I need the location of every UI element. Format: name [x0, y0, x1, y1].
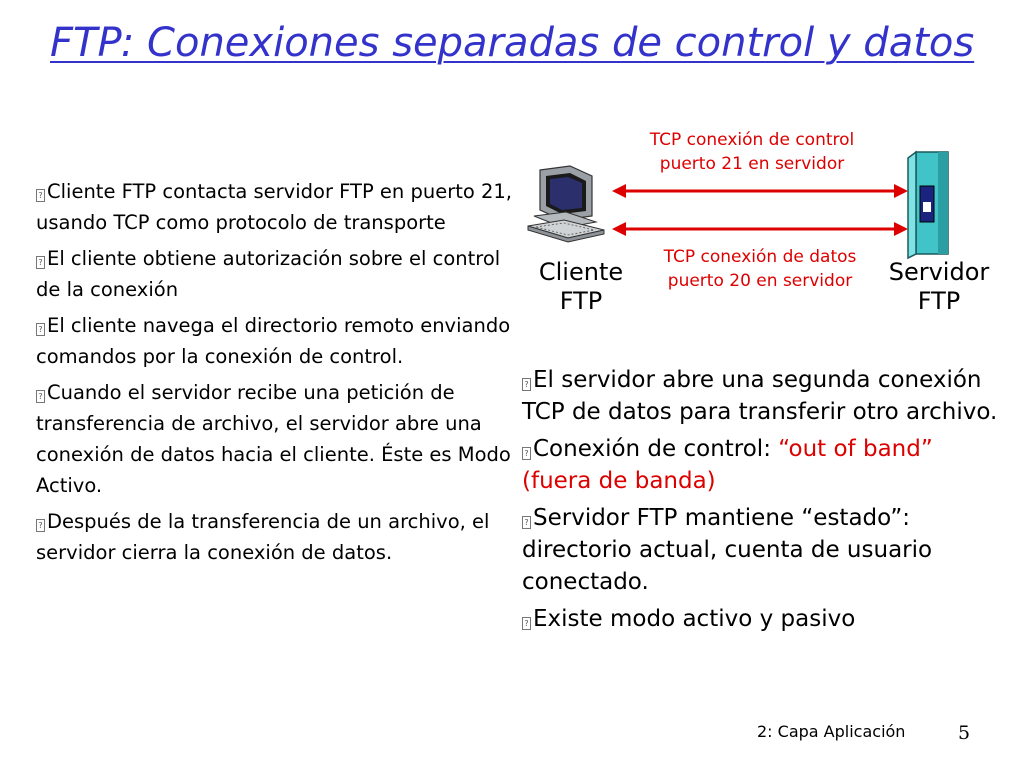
list-item: [36, 310, 516, 372]
list-item: [522, 433, 1002, 497]
bullet-icon: ?: [522, 516, 531, 529]
data-connection-label: [630, 245, 890, 293]
bullet-text-prefix: Conexión de control:: [533, 436, 779, 462]
bullet-text: El cliente obtiene autorización sobre el control de la conexión: [36, 247, 501, 301]
client-label-line1: Cliente: [538, 258, 624, 286]
bullet-icon: ?: [36, 323, 45, 336]
list-item: [522, 502, 1002, 598]
footer-chapter: 2: Capa Aplicación: [757, 722, 906, 741]
bullet-icon: ?: [36, 390, 45, 403]
list-item: [36, 377, 516, 501]
bullet-text: Servidor FTP mantiene “estado”: directorio actual, cuenta de usuario conectado.: [522, 505, 933, 595]
client-label: [531, 258, 631, 316]
data-label-line2: puerto 20 en servidor: [667, 271, 853, 291]
bullet-text: Después de la transferencia de un archivo, el servidor cierra la conexión de datos.: [36, 510, 490, 564]
right-bullet-list: [522, 364, 1002, 640]
bullet-icon: ?: [36, 256, 45, 269]
server-label-line2: FTP: [917, 287, 961, 315]
list-item: [36, 243, 516, 305]
left-bullet-list: [36, 176, 516, 573]
server-label: [876, 258, 1002, 316]
bullet-text: Cliente FTP contacta servidor FTP en puerto 21, usando TCP como protocolo de transporte: [36, 180, 513, 234]
page-number: 5: [958, 722, 971, 744]
server-tower-icon: [906, 150, 956, 260]
list-item: [36, 176, 516, 238]
bullet-text: El cliente navega el directorio remoto enviando comandos por la conexión de control.: [36, 314, 511, 368]
control-label-line1: TCP conexión de control: [649, 130, 855, 150]
control-label-line2: puerto 21 en servidor: [659, 154, 845, 174]
bullet-text: Cuando el servidor recibe una petición de transferencia de archivo, el servidor abre una conexión de datos hacia el cliente. Éste es Modo Activo.: [36, 381, 511, 497]
control-arrow: [612, 184, 908, 198]
client-label-line2: FTP: [559, 287, 603, 315]
bullet-icon: ?: [522, 447, 531, 460]
bullet-icon: ?: [522, 617, 531, 630]
server-label-line1: Servidor: [888, 258, 990, 286]
bullet-icon: ?: [36, 189, 45, 202]
bullet-text: El servidor abre una segunda conexión TCP de datos para transferir otro archivo.: [522, 367, 998, 425]
slide-title: FTP: Conexiones separadas de control y datos: [50, 20, 975, 66]
list-item: [522, 364, 1002, 428]
data-arrow: [612, 222, 908, 236]
client-computer-icon: [526, 164, 610, 248]
list-item: [36, 506, 516, 568]
out-of-band-highlight: “out of band” (fuera de banda): [522, 436, 933, 494]
data-label-line1: TCP conexión de datos: [663, 247, 857, 267]
bullet-icon: ?: [36, 519, 45, 532]
list-item: [522, 603, 1002, 635]
bullet-text: Existe modo activo y pasivo: [533, 606, 856, 632]
bullet-icon: ?: [522, 378, 531, 391]
